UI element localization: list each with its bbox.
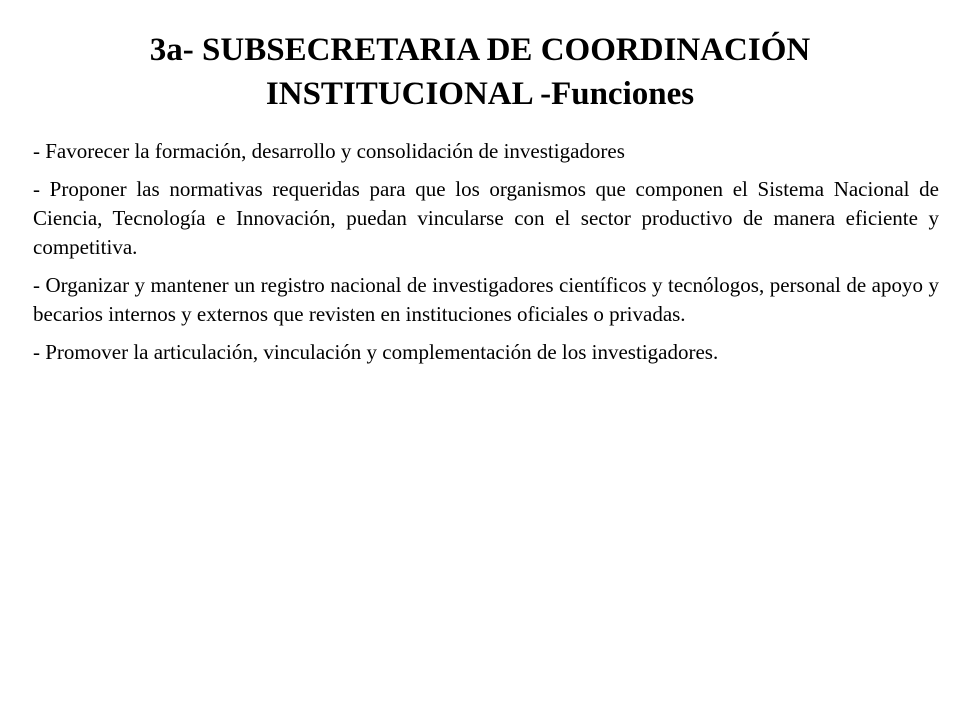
function-item-registry: - Organizar y mantener un registro nacional de investigadores científicos y tecnólogos, personal de apoyo y becarios internos y externos que revisten en instituciones oficiales o privadas. [33, 273, 939, 326]
functions-list [33, 137, 939, 376]
title-line-1: 3a- SUBSECRETARIA DE COORDINACIÓN [149, 32, 811, 68]
function-item-training: - Favorecer la formación, desarrollo y consolidación de investigadores [33, 139, 625, 163]
function-item-articulation: - Promover la articulación, vinculación y complementación de los investigadores. [33, 340, 719, 364]
title-line-2: INSTITUCIONAL -Funciones [265, 76, 695, 112]
function-item-regulations: - Proponer las normativas requeridas para que los organismos que componen el Sistema Nacional de Ciencia, Tecnología e Innovación, puedan vincularse con el sector productivo de manera eficiente y competitiva. [33, 177, 939, 259]
slide-title [60, 28, 900, 116]
